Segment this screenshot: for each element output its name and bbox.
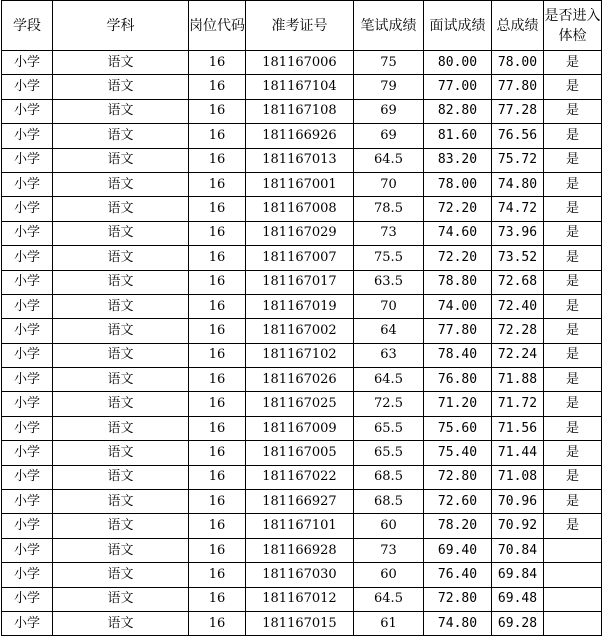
cell-post-code: 16	[189, 270, 246, 294]
cell-physical-exam: 是	[544, 246, 602, 270]
cell-total-score: 69.48	[492, 587, 544, 611]
cell-physical-exam: 是	[544, 148, 602, 172]
cell-written-score: 60	[354, 563, 424, 587]
cell-interview-score: 78.40	[424, 343, 492, 367]
cell-exam-number: 181167030	[246, 563, 354, 587]
cell-total-score: 72.68	[492, 270, 544, 294]
cell-post-code: 16	[189, 148, 246, 172]
cell-interview-score: 78.80	[424, 270, 492, 294]
cell-total-score: 77.80	[492, 75, 544, 99]
table-row	[2, 221, 602, 245]
table-row	[2, 587, 602, 611]
cell-post-code: 16	[189, 99, 246, 123]
cell-school-level: 小学	[2, 319, 53, 343]
cell-written-score: 73	[354, 538, 424, 562]
cell-subject: 语文	[53, 343, 189, 367]
cell-interview-score: 72.80	[424, 465, 492, 489]
cell-post-code: 16	[189, 172, 246, 196]
cell-physical-exam: 是	[544, 514, 602, 538]
cell-total-score: 78.00	[492, 51, 544, 75]
cell-exam-number: 181167102	[246, 343, 354, 367]
header-interview-score: 面试成绩	[424, 1, 492, 51]
cell-school-level: 小学	[2, 197, 53, 221]
cell-physical-exam: 是	[544, 172, 602, 196]
cell-subject: 语文	[53, 611, 189, 635]
cell-written-score: 72.5	[354, 392, 424, 416]
cell-school-level: 小学	[2, 221, 53, 245]
cell-exam-number: 181167013	[246, 148, 354, 172]
cell-physical-exam: 是	[544, 490, 602, 514]
cell-exam-number: 181167007	[246, 246, 354, 270]
cell-physical-exam: 是	[544, 465, 602, 489]
cell-subject: 语文	[53, 99, 189, 123]
cell-physical-exam: 是	[544, 124, 602, 148]
cell-physical-exam: 是	[544, 343, 602, 367]
cell-subject: 语文	[53, 587, 189, 611]
header-row	[2, 1, 602, 51]
cell-physical-exam: 是	[544, 319, 602, 343]
cell-physical-exam	[544, 587, 602, 611]
cell-school-level: 小学	[2, 514, 53, 538]
cell-exam-number: 181167002	[246, 319, 354, 343]
cell-interview-score: 69.40	[424, 538, 492, 562]
table-row	[2, 270, 602, 294]
table-row	[2, 416, 602, 440]
cell-subject: 语文	[53, 270, 189, 294]
header-post-code: 岗位代码	[189, 1, 246, 51]
cell-interview-score: 74.80	[424, 611, 492, 635]
cell-written-score: 63	[354, 343, 424, 367]
cell-school-level: 小学	[2, 75, 53, 99]
cell-school-level: 小学	[2, 294, 53, 318]
cell-post-code: 16	[189, 246, 246, 270]
cell-school-level: 小学	[2, 99, 53, 123]
cell-school-level: 小学	[2, 270, 53, 294]
cell-subject: 语文	[53, 294, 189, 318]
table-row	[2, 343, 602, 367]
cell-subject: 语文	[53, 490, 189, 514]
header-school-level: 学段	[2, 1, 53, 51]
cell-post-code: 16	[189, 465, 246, 489]
table-row	[2, 124, 602, 148]
cell-exam-number: 181167025	[246, 392, 354, 416]
cell-interview-score: 72.20	[424, 246, 492, 270]
cell-written-score: 64.5	[354, 148, 424, 172]
cell-total-score: 71.08	[492, 465, 544, 489]
cell-exam-number: 181167008	[246, 197, 354, 221]
cell-physical-exam	[544, 563, 602, 587]
cell-exam-number: 181167029	[246, 221, 354, 245]
cell-post-code: 16	[189, 75, 246, 99]
cell-post-code: 16	[189, 611, 246, 635]
table-row	[2, 368, 602, 392]
cell-written-score: 70	[354, 294, 424, 318]
table-row	[2, 392, 602, 416]
cell-physical-exam	[544, 538, 602, 562]
cell-subject: 语文	[53, 197, 189, 221]
cell-school-level: 小学	[2, 563, 53, 587]
cell-exam-number: 181167001	[246, 172, 354, 196]
cell-total-score: 72.24	[492, 343, 544, 367]
cell-post-code: 16	[189, 197, 246, 221]
cell-post-code: 16	[189, 587, 246, 611]
cell-school-level: 小学	[2, 124, 53, 148]
cell-exam-number: 181167108	[246, 99, 354, 123]
cell-exam-number: 181167015	[246, 611, 354, 635]
cell-subject: 语文	[53, 124, 189, 148]
cell-total-score: 71.56	[492, 416, 544, 440]
cell-post-code: 16	[189, 514, 246, 538]
cell-interview-score: 72.80	[424, 587, 492, 611]
cell-post-code: 16	[189, 538, 246, 562]
table-row	[2, 514, 602, 538]
cell-written-score: 64	[354, 319, 424, 343]
cell-interview-score: 72.20	[424, 197, 492, 221]
cell-total-score: 72.28	[492, 319, 544, 343]
cell-written-score: 65.5	[354, 441, 424, 465]
cell-written-score: 75.5	[354, 246, 424, 270]
cell-physical-exam: 是	[544, 99, 602, 123]
table-row	[2, 197, 602, 221]
cell-interview-score: 78.00	[424, 172, 492, 196]
cell-total-score: 75.72	[492, 148, 544, 172]
cell-interview-score: 82.80	[424, 99, 492, 123]
table-row	[2, 441, 602, 465]
table-row	[2, 294, 602, 318]
cell-school-level: 小学	[2, 368, 53, 392]
cell-exam-number: 181167017	[246, 270, 354, 294]
table-row	[2, 172, 602, 196]
cell-interview-score: 71.20	[424, 392, 492, 416]
cell-subject: 语文	[53, 246, 189, 270]
cell-total-score: 69.84	[492, 563, 544, 587]
cell-written-score: 75	[354, 51, 424, 75]
table-row	[2, 465, 602, 489]
table-row	[2, 319, 602, 343]
cell-exam-number: 181167019	[246, 294, 354, 318]
cell-written-score: 61	[354, 611, 424, 635]
cell-written-score: 68.5	[354, 465, 424, 489]
cell-written-score: 64.5	[354, 587, 424, 611]
cell-post-code: 16	[189, 368, 246, 392]
cell-physical-exam: 是	[544, 416, 602, 440]
table-row	[2, 563, 602, 587]
cell-school-level: 小学	[2, 392, 53, 416]
cell-total-score: 73.96	[492, 221, 544, 245]
cell-physical-exam: 是	[544, 197, 602, 221]
cell-physical-exam	[544, 611, 602, 635]
cell-physical-exam: 是	[544, 75, 602, 99]
cell-physical-exam: 是	[544, 270, 602, 294]
cell-post-code: 16	[189, 416, 246, 440]
cell-school-level: 小学	[2, 611, 53, 635]
cell-subject: 语文	[53, 148, 189, 172]
cell-post-code: 16	[189, 294, 246, 318]
cell-total-score: 69.28	[492, 611, 544, 635]
cell-school-level: 小学	[2, 148, 53, 172]
header-written-score: 笔试成绩	[354, 1, 424, 51]
cell-written-score: 79	[354, 75, 424, 99]
table-row	[2, 148, 602, 172]
cell-interview-score: 77.80	[424, 319, 492, 343]
header-subject: 学科	[53, 1, 189, 51]
cell-exam-number: 181167006	[246, 51, 354, 75]
cell-total-score: 76.56	[492, 124, 544, 148]
header-total-score: 总成绩	[492, 1, 544, 51]
cell-school-level: 小学	[2, 441, 53, 465]
cell-total-score: 70.96	[492, 490, 544, 514]
cell-exam-number: 181167104	[246, 75, 354, 99]
cell-post-code: 16	[189, 343, 246, 367]
cell-subject: 语文	[53, 465, 189, 489]
cell-written-score: 69	[354, 124, 424, 148]
cell-post-code: 16	[189, 124, 246, 148]
cell-exam-number: 181167005	[246, 441, 354, 465]
table-row	[2, 75, 602, 99]
cell-school-level: 小学	[2, 246, 53, 270]
cell-exam-number: 181167009	[246, 416, 354, 440]
cell-total-score: 74.80	[492, 172, 544, 196]
cell-physical-exam: 是	[544, 441, 602, 465]
cell-interview-score: 76.80	[424, 368, 492, 392]
table-row	[2, 490, 602, 514]
cell-total-score: 77.28	[492, 99, 544, 123]
cell-subject: 语文	[53, 221, 189, 245]
cell-interview-score: 80.00	[424, 51, 492, 75]
cell-subject: 语文	[53, 172, 189, 196]
cell-interview-score: 81.60	[424, 124, 492, 148]
cell-written-score: 63.5	[354, 270, 424, 294]
cell-written-score: 65.5	[354, 416, 424, 440]
cell-exam-number: 181166928	[246, 538, 354, 562]
cell-subject: 语文	[53, 51, 189, 75]
cell-interview-score: 74.60	[424, 221, 492, 245]
cell-school-level: 小学	[2, 51, 53, 75]
cell-total-score: 70.92	[492, 514, 544, 538]
cell-written-score: 73	[354, 221, 424, 245]
cell-total-score: 70.84	[492, 538, 544, 562]
cell-interview-score: 83.20	[424, 148, 492, 172]
cell-school-level: 小学	[2, 343, 53, 367]
table-header	[2, 1, 602, 51]
cell-exam-number: 181166927	[246, 490, 354, 514]
cell-physical-exam: 是	[544, 368, 602, 392]
cell-post-code: 16	[189, 490, 246, 514]
cell-written-score: 70	[354, 172, 424, 196]
table-row	[2, 99, 602, 123]
cell-written-score: 68.5	[354, 490, 424, 514]
cell-interview-score: 72.60	[424, 490, 492, 514]
cell-subject: 语文	[53, 75, 189, 99]
table-row	[2, 51, 602, 75]
cell-exam-number: 181167012	[246, 587, 354, 611]
header-exam-number: 准考证号	[246, 1, 354, 51]
cell-interview-score: 76.40	[424, 563, 492, 587]
cell-school-level: 小学	[2, 465, 53, 489]
cell-school-level: 小学	[2, 416, 53, 440]
cell-subject: 语文	[53, 392, 189, 416]
cell-interview-score: 77.00	[424, 75, 492, 99]
cell-subject: 语文	[53, 538, 189, 562]
cell-physical-exam: 是	[544, 51, 602, 75]
cell-total-score: 73.52	[492, 246, 544, 270]
cell-subject: 语文	[53, 416, 189, 440]
cell-physical-exam: 是	[544, 392, 602, 416]
cell-written-score: 69	[354, 99, 424, 123]
cell-total-score: 71.72	[492, 392, 544, 416]
cell-interview-score: 78.20	[424, 514, 492, 538]
cell-school-level: 小学	[2, 587, 53, 611]
cell-exam-number: 181167022	[246, 465, 354, 489]
table-row	[2, 246, 602, 270]
cell-subject: 语文	[53, 563, 189, 587]
table-row	[2, 538, 602, 562]
cell-exam-number: 181167026	[246, 368, 354, 392]
cell-subject: 语文	[53, 319, 189, 343]
cell-post-code: 16	[189, 563, 246, 587]
cell-post-code: 16	[189, 319, 246, 343]
cell-post-code: 16	[189, 221, 246, 245]
header-physical-exam: 是否进入体检	[544, 1, 602, 51]
cell-total-score: 74.72	[492, 197, 544, 221]
cell-post-code: 16	[189, 392, 246, 416]
cell-subject: 语文	[53, 441, 189, 465]
cell-physical-exam: 是	[544, 294, 602, 318]
cell-subject: 语文	[53, 368, 189, 392]
cell-exam-number: 181167101	[246, 514, 354, 538]
cell-written-score: 60	[354, 514, 424, 538]
cell-interview-score: 75.60	[424, 416, 492, 440]
cell-written-score: 78.5	[354, 197, 424, 221]
cell-interview-score: 74.00	[424, 294, 492, 318]
cell-school-level: 小学	[2, 538, 53, 562]
cell-physical-exam: 是	[544, 221, 602, 245]
cell-total-score: 71.44	[492, 441, 544, 465]
cell-total-score: 71.88	[492, 368, 544, 392]
table-body	[2, 51, 602, 636]
cell-exam-number: 181166926	[246, 124, 354, 148]
cell-post-code: 16	[189, 51, 246, 75]
cell-post-code: 16	[189, 441, 246, 465]
cell-written-score: 64.5	[354, 368, 424, 392]
cell-school-level: 小学	[2, 172, 53, 196]
cell-interview-score: 75.40	[424, 441, 492, 465]
cell-school-level: 小学	[2, 490, 53, 514]
results-table	[1, 0, 602, 636]
cell-subject: 语文	[53, 514, 189, 538]
table-row	[2, 611, 602, 635]
cell-total-score: 72.40	[492, 294, 544, 318]
